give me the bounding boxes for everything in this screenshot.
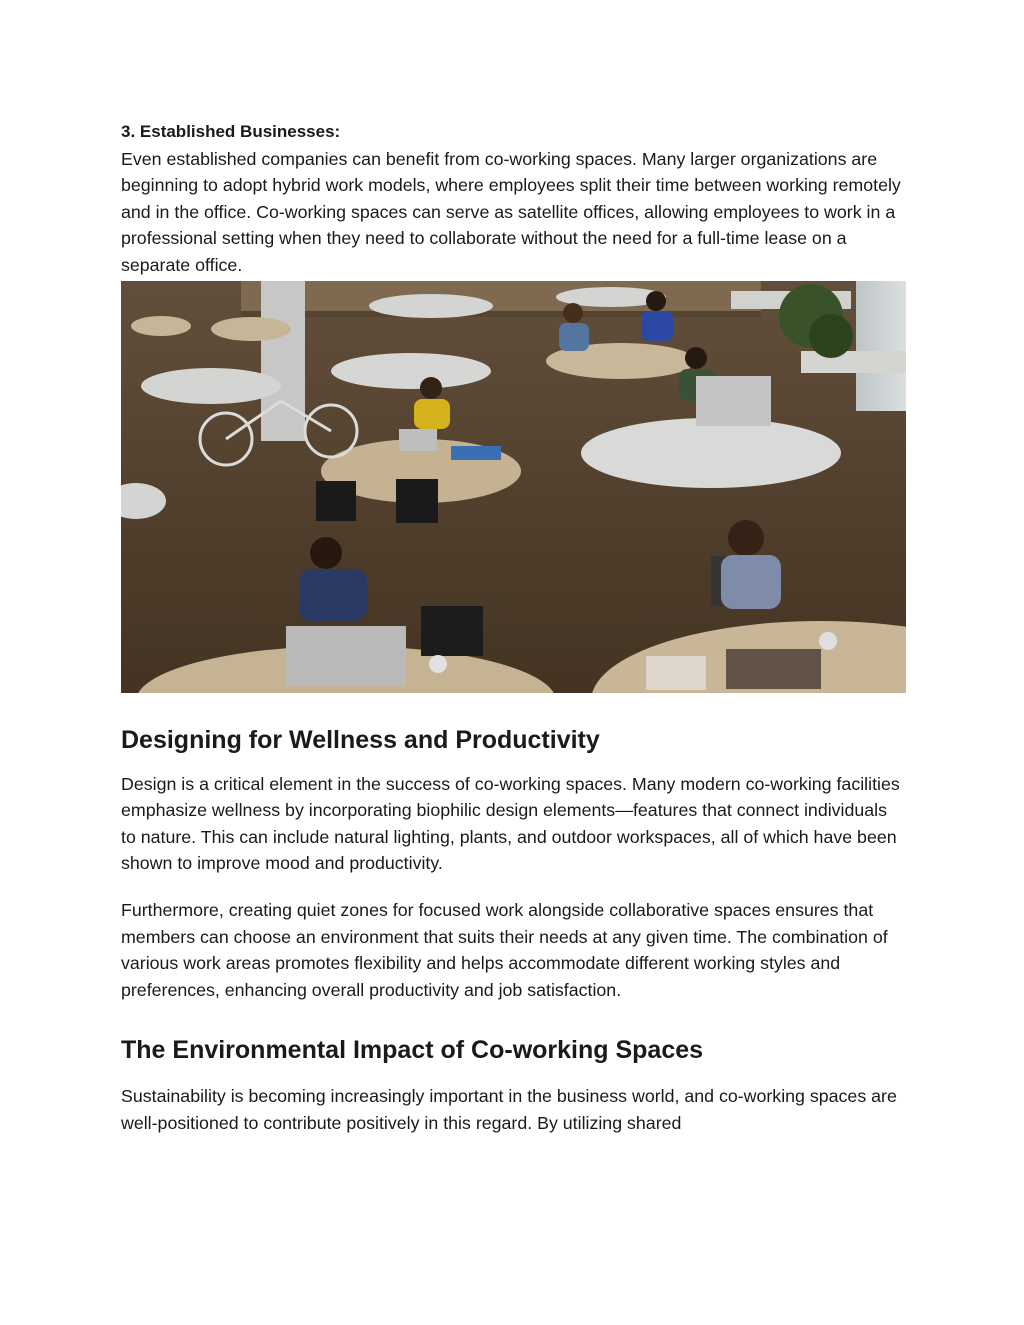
heading-environmental-impact: The Environmental Impact of Co-working Spaces xyxy=(121,1036,704,1065)
wellness-paragraph-2: Furthermore, creating quiet zones for focused work alongside collaborative spaces ensures that members can choose an environment that suits their needs at any given time. The combination of various work areas promotes flexibility and helps accommodate different working styles and preferences, enhancing overall productivity and job satisfaction. xyxy=(121,899,888,1000)
section-paragraph-established-businesses: Even established companies can benefit from co-working spaces. Many larger organizations are beginning to adopt hybrid work models, where employees split their time between working remotely and in the office. Co-working spaces can serve as satellite offices, allowing employees to work in a professional setting when they need to collaborate without the need for a full-time lease on a separate office. xyxy=(121,148,901,275)
section-heading-established-businesses: 3. Established Businesses: xyxy=(121,122,341,141)
environment-paragraph-1: Sustainability is becoming increasingly important in the business world, and co-working spaces are well-positioned to contribute positively in this regard. By utilizing shared xyxy=(121,1086,897,1133)
coworking-office-photo xyxy=(121,281,906,693)
heading-designing-wellness: Designing for Wellness and Productivity xyxy=(121,725,600,754)
page-content xyxy=(121,119,906,1137)
wellness-paragraph-1: Design is a critical element in the success of co-working spaces. Many modern co-working facilities emphasize wellness by incorporating biophilic design elements—features that connect individuals to nature. This can include natural lighting, plants, and outdoor workspaces, all of which have been shown to improve mood and productivity. xyxy=(121,773,900,874)
